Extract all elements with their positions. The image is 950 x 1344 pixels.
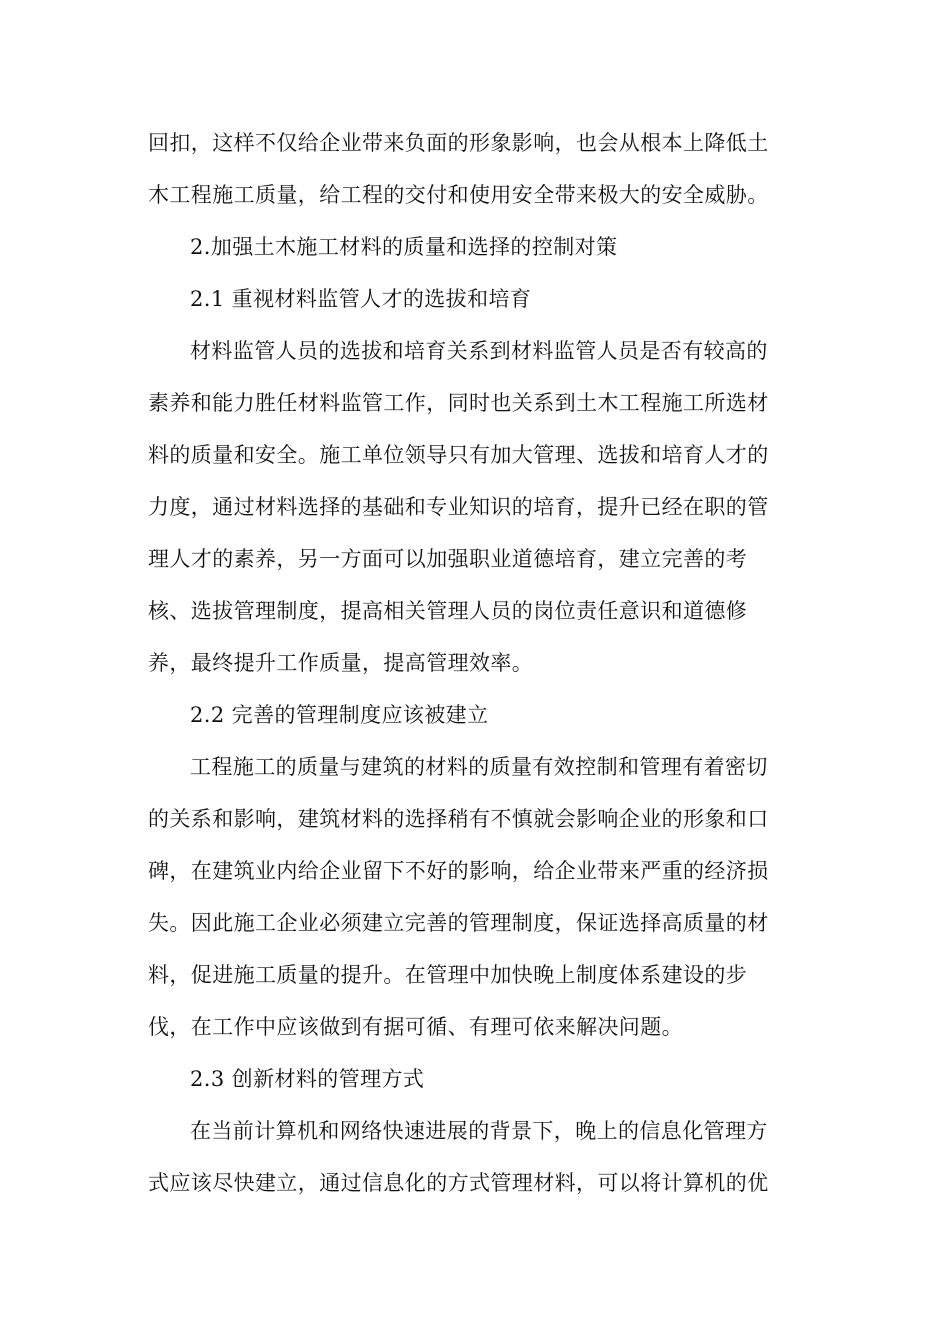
body-text-line: 回扣，这样不仅给企业带来负面的形象影响，也会从根本上降低土 (148, 131, 769, 155)
subsection-heading: 2.3 创新材料的管理方式 (190, 1067, 425, 1091)
body-text-line: 失。因此施工企业必须建立完善的管理制度，保证选择高质量的材 (148, 911, 769, 935)
body-text-line: 的关系和影响，建筑材料的选择稍有不慎就会影响企业的形象和口 (148, 807, 769, 831)
body-text-line: 力度，通过材料选择的基础和专业知识的培育，提升已经在职的管 (148, 495, 769, 519)
body-text-line: 料，促进施工质量的提升。在管理中加快晚上制度体系建设的步 (148, 963, 748, 987)
body-text-line: 碑，在建筑业内给企业留下不好的影响，给企业带来严重的经济损 (148, 859, 769, 883)
body-text-line: 在当前计算机和网络快速进展的背景下，晚上的信息化管理方 (190, 1119, 768, 1143)
body-text-line: 理人才的素养，另一方面可以加强职业道德培育，建立完善的考 (148, 547, 748, 571)
subsection-heading: 2.2 完善的管理制度应该被建立 (190, 703, 489, 727)
body-text-line: 料的质量和安全。施工单位领导只有加大管理、选拔和培育人才的 (148, 443, 769, 467)
body-text-line: 木工程施工质量，给工程的交付和使用安全带来极大的安全威胁。 (148, 183, 769, 207)
body-text-line: 式应该尽快建立，通过信息化的方式管理材料，可以将计算机的优 (148, 1171, 769, 1195)
body-text-line: 素养和能力胜任材料监管工作，同时也关系到土木工程施工所选材 (148, 391, 769, 415)
body-text-line: 伐，在工作中应该做到有据可循、有理可依来解决问题。 (148, 1015, 683, 1039)
body-text-line: 材料监管人员的选拔和培育关系到材料监管人员是否有较高的 (190, 339, 768, 363)
section-heading: 2.加强土木施工材料的质量和选择的控制对策 (190, 235, 618, 259)
body-text-line: 核、选拔管理制度，提高相关管理人员的岗位责任意识和道德修 (148, 599, 748, 623)
subsection-heading: 2.1 重视材料监管人才的选拔和培育 (190, 287, 532, 311)
body-text-line: 养，最终提升工作质量，提高管理效率。 (148, 651, 534, 675)
body-text-line: 工程施工的质量与建筑的材料的质量有效控制和管理有着密切 (190, 755, 768, 779)
